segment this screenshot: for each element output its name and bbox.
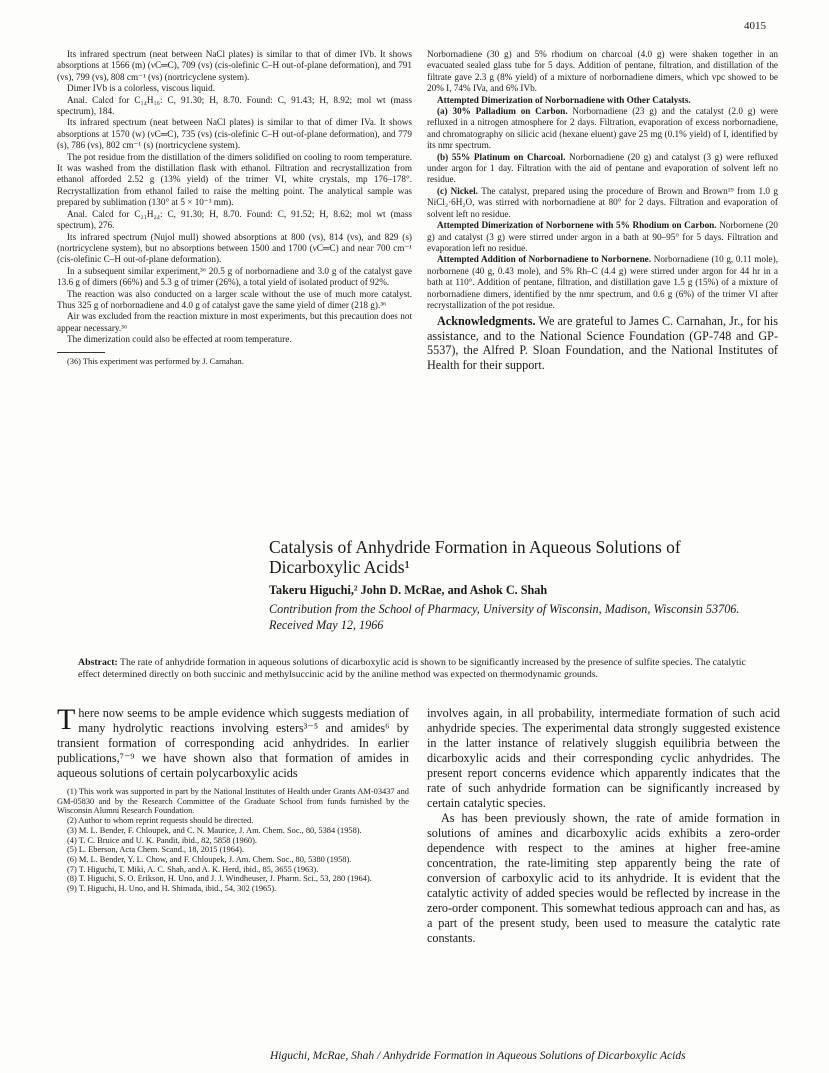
paragraph: (a) 30% Palladium on Carbon. Norbornadiene (23 g) and the catalyst (2.0 g) were refluxed in a nitrogen atmosphere for 2 days. Filtration, evaporation of excess norbornadiene, and chromatography on silicic acid (hexane eluent) gave 25 mg (0.1% yield) of I, identified by its nmr spectrum. bbox=[427, 106, 778, 151]
paragraph: Anal. Calcd for C₂₁H₂₄: C, 91.30; H, 8.70. Found: C, 91.52; H, 8.62; mol wt (mass spectrum), 276. bbox=[57, 208, 412, 231]
intro-paragraph: There now seems to be ample evidence which suggests mediation of many hydrolytic reactions involving esters³⁻⁵ and amides⁶ by transient formation of corresponding acid anhydrides. In earlier publications,⁷⁻⁹ we have shown also that formation of amides in aqueous solutions of certain polycarboxylic acids bbox=[57, 703, 409, 780]
footnote: (5) L. Eberson, Acta Chem. Scand., 18, 2015 (1964). bbox=[67, 845, 245, 855]
paragraph: As has been previously shown, the rate of amide formation in solutions of amines and dicarboxylic acids exhibits a zero-order dependence with respect to the amines at higher free-amine concentration, the rate-limiting step apparently being the rate of conversion of carboxylic acid to its anhydride. It is evident that the catalytic activity of added species would be reflected by increase in the zero-order component. This somewhat tedious approach can and has, as a part of the present study, been used to measure the catalytic rate constants. bbox=[427, 811, 780, 945]
paragraph: Attempted Dimerization of Norbornene with 5% Rhodium on Carbon. Norbornene (20 g) and catalyst (3 g) were stirred under argon in a bath at 90–95° for 5 days. Filtration and evaporation left no residue. bbox=[427, 220, 778, 253]
paragraph: Norbornadiene (30 g) and 5% rhodium on charcoal (4.0 g) were shaken together in an evacuated sealed glass tube for 5 days. Addition of pentane, filtration, and distillation of the filtrate gave 2.3 g (8% yield) of a mixture of norbornadiene dimers, which vpc showed to be 20% I, 74% IVa, and 6% IVb. bbox=[427, 49, 778, 94]
item-label: (b) 55% Platinum on Charcoal. bbox=[437, 151, 566, 162]
paragraph: The pot residue from the distillation of the dimers solidified on cooling to room temperature. It was washed from the distillation flask with ethanol. Filtration and recrystallization from ethanol afforded 2.52 g (13% yield) of the trimer VI, white crystals, mp 176–178°. Recrystallization from ethanol failed to raise the melting point. The analytical sample was prepared by sublimation (130° at 5 × 10⁻³ mm). bbox=[57, 151, 412, 208]
article-authors: Takeru Higuchi,² John D. McRae, and Ashok C. Shah bbox=[269, 583, 548, 597]
previous-article-left-column bbox=[57, 49, 412, 367]
footnote: (1) This work was supported in part by the National Institutes of Health under Grants AM-03437 and GM-05830 and by the Research Committee of the Graduate School from funds furnished by the Wisconsin Alumni Research Foundation. bbox=[57, 787, 409, 816]
footnote-36: (36) This experiment was performed by J. Carnahan. bbox=[67, 356, 244, 366]
body-right-column bbox=[427, 706, 780, 946]
footnote-rule bbox=[57, 352, 105, 353]
body-left-column bbox=[57, 703, 409, 894]
drop-cap: T bbox=[57, 703, 76, 736]
footnote: (4) T. C. Bruice and U. K. Pandit, ibid., 82, 5858 (1960). bbox=[67, 835, 257, 845]
footnote: (7) T. Higuchi, T. Miki, A. C. Shah, and A. K. Herd, ibid., 85, 3655 (1963). bbox=[67, 864, 319, 874]
paragraph: (b) 55% Platinum on Charcoal. Norbornadiene (20 g) and catalyst (3 g) were refluxed under argon for 1 day. Filtration with the aid of pentane and evaporation of solvent left no residue. bbox=[427, 151, 778, 185]
paragraph: Dimer IVb is a colorless, viscous liquid. bbox=[67, 83, 216, 94]
paragraph: The dimerization could also be effected at room temperature. bbox=[67, 334, 292, 345]
section-heading: Attempted Dimerization of Norbornene with 5% Rhodium on Carbon. bbox=[437, 220, 717, 231]
paragraph: (c) Nickel. The catalyst, prepared using the procedure of Brown and Brown¹⁹ from 1.0 g NiCl₂·6H₂O, was stirred with norbornadiene at 80° for 2 days. Filtration and evaporation of solvent left no residue. bbox=[427, 185, 779, 219]
article-affiliation: Contribution from the School of Pharmacy, University of Wisconsin, Madison, Wisconsin 53706. Received May 12, 1966 bbox=[269, 602, 740, 632]
item-label: (a) 30% Palladium on Carbon. bbox=[437, 106, 568, 117]
paragraph: Its infrared spectrum (neat between NaCl plates) is similar to that of dimer IVb. It shows absorptions at 1566 (m) (νC═C), 709 (vs) (cis-olefinic C–H out-of-plane deformation), and 791 (vs), 799 (vs), 808 cm⁻¹ (vs) (nortricyclene system). bbox=[57, 49, 412, 82]
paragraph: involves again, in all probability, intermediate formation of such acid anhydride species. The experimental data strongly suggested existence in the latter instance of relatively sluggish equilibria between the dicarboxylic acids and their corresponding cyclic anhydrides. The present report concerns evidence which apparently indicates that the rate of such anhydride formation can be significantly increased by certain catalytic species. bbox=[427, 706, 780, 810]
footnote: (6) M. L. Bender, Y. L. Chow, and F. Chloupek, J. Am. Chem. Soc., 80, 5380 (1958). bbox=[67, 854, 352, 864]
section-heading: Attempted Addition of Norbornadiene to Norbornene. bbox=[437, 254, 652, 265]
previous-article-right-column bbox=[427, 49, 778, 372]
paragraph: In a subsequent similar experiment,³⁶ 20.5 g of norbornadiene and 3.0 g of the catalyst gave 13.6 g of dimers (66%) and 5.3 g of trimer (26%), a total yield of isolated product of 92%. bbox=[57, 265, 412, 288]
article-title: Catalysis of Anhydride Formation in Aqueous Solutions of Dicarboxylic Acids¹ bbox=[269, 537, 681, 577]
footnote: (2) Author to whom reprint requests should be directed. bbox=[67, 816, 254, 826]
page-number: 4015 bbox=[744, 20, 766, 32]
running-footer: Higuchi, McRae, Shah / Anhydride Formation in Aqueous Solutions of Dicarboxylic Acids bbox=[270, 1050, 686, 1062]
paragraph: Air was excluded from the reaction mixture in most experiments, but this precaution does not appear necessary.³⁶ bbox=[57, 311, 412, 333]
item-label: (c) Nickel. bbox=[437, 185, 478, 196]
footnote: (3) M. L. Bender, F. Chloupek, and C. N. Maurice, J. Am. Chem. Soc., 80, 5384 (1958). bbox=[67, 825, 362, 835]
paragraph: Attempted Addition of Norbornadiene to Norbornene. Norbornadiene (10 g, 0.11 mole), norbornene (40 g, 0.43 mole), and 5% Rh–C (4.4 g) were stirred under argon for 44 hr in a bath at 110°. Addition of pentane, filtration, and distillation gave 1.5 g (15%) of a mixture of norbornadiene dimers, identified by the nmr spectrum, and 0.6 g (6%) of the trimer VI after recrystallization of the pot residue. bbox=[427, 254, 778, 310]
paragraph: The reaction was also conducted on a larger scale without the use of much more catalyst. Thus 325 g of norbornadiene and 4.0 g of catalyst gave the same yield of dimer (218 g).³⁶ bbox=[57, 288, 412, 310]
acknowledgments: Acknowledgments. We are grateful to James C. Carnahan, Jr., for his assistance, and to the National Science Foundation (GP-748 and GP-5537), the Alfred P. Sloan Foundation, and the National Institutes of Health for their support. bbox=[427, 314, 778, 372]
paragraph: Its infrared spectrum (Nujol mull) showed absorptions at 800 (vs), 814 (vs), and 829 (s) (nortricyclene system), but no absorptions between 1500 and 1700 (νC═C) and near 700 cm⁻¹ (cis-olefinic C–H out-of-plane deformation). bbox=[57, 231, 412, 265]
footnote: (9) T. Higuchi, H. Uno, and H. Shimada, ibid., 54, 302 (1965). bbox=[67, 884, 277, 894]
paragraph: Anal. Calcd for C₁₄H₁₆: C, 91.30; H, 8.70. Found: C, 91.43; H, 8.92; mol wt (mass spectrum), 184. bbox=[57, 94, 412, 117]
footnotes bbox=[57, 787, 409, 894]
section-heading: Attempted Dimerization of Norbornadiene with Other Catalysts. bbox=[437, 94, 691, 105]
footnote: (8) T. Higuchi, S. O. Erikson, H. Uno, and J. J. Windheuser, J. Pharm. Sci., 53, 280 (1964). bbox=[67, 874, 372, 884]
abstract: Abstract: The rate of anhydride formation in aqueous solutions of dicarboxylic acid is shown to be significantly increased by the presence of sulfite species. The catalytic effect determined directly on both succinic and methylsuccinic acid by the aniline method was expected on thermodynamic grounds. bbox=[78, 657, 746, 680]
paragraph: Its infrared spectrum (neat between NaCl plates) is similar to that of dimer IVa. It shows absorptions at 1570 (w) (νC═C), 735 (vs) (cis-olefinic C–H out-of-plane deformation), and 779 (s), 786 (vs), 802 cm⁻¹ (s) (nortricyclene system). bbox=[57, 117, 412, 151]
